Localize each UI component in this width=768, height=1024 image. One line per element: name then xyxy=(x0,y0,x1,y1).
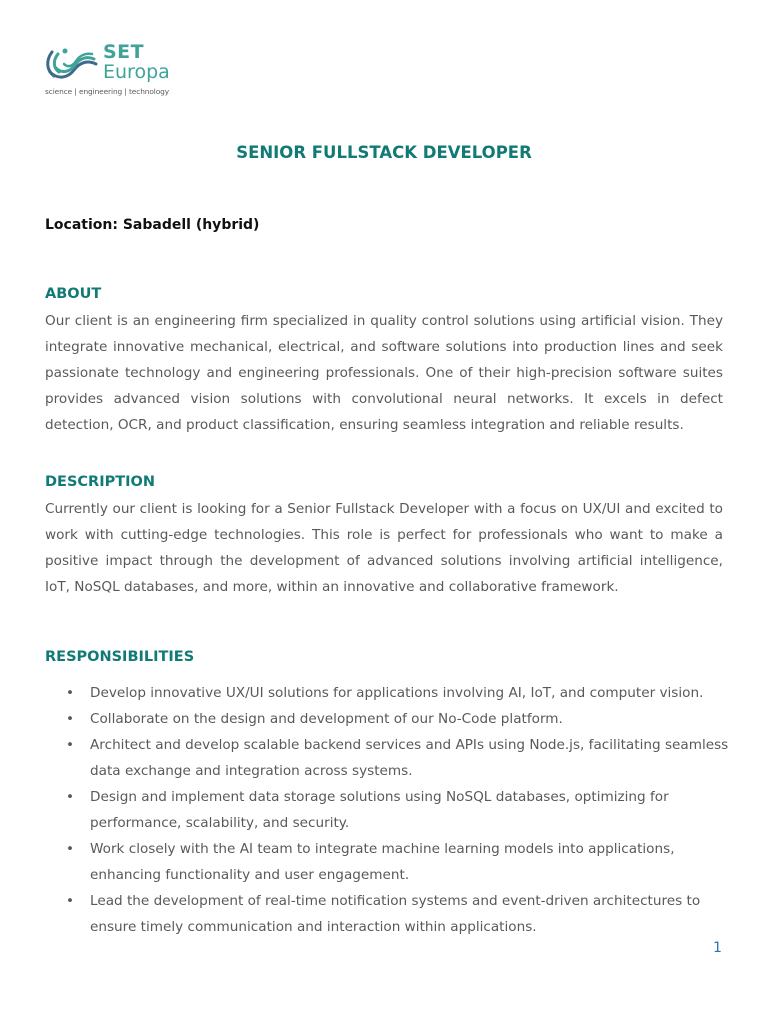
job-location: Location: Sabadell (hybrid) xyxy=(45,217,260,233)
list-item: • Collaborate on the design and development of our No-Code platform. xyxy=(45,706,735,732)
logo-tagline: science | engineering | technology xyxy=(45,87,170,96)
logo-text-set: SET xyxy=(103,41,145,63)
responsibilities-list xyxy=(45,680,735,940)
job-title: SENIOR FULLSTACK DEVELOPER xyxy=(236,143,532,162)
list-item: • Develop innovative UX/UI solutions for applications involving AI, IoT, and computer vision. xyxy=(45,680,735,706)
list-item: • Work closely with the AI team to integrate machine learning models into applications, enhancing functionality and user engagement. xyxy=(45,836,735,888)
logo-waves-icon xyxy=(44,42,102,86)
page-number: 1 xyxy=(713,940,722,956)
about-heading: ABOUT xyxy=(45,286,102,302)
responsibilities-heading: RESPONSIBILITIES xyxy=(45,649,195,665)
list-item: • Architect and develop scalable backend services and APIs using Node.js, facilitating seamless data exchange and integration across systems. xyxy=(45,732,735,784)
logo-text-europa: Europa xyxy=(103,61,170,83)
description-text: Currently our client is looking for a Senior Fullstack Developer with a focus on UX/UI and excited to work with cutting-edge technologies. This role is perfect for professionals who want to make a positive impact through the development of advanced solutions involving artificial intelligence, IoT, NoSQL databases, and more, within an innovative and collaborative framework. xyxy=(45,501,723,595)
list-item: • Lead the development of real-time notification systems and event-driven architectures to ensure timely communication and interaction within applications. xyxy=(45,888,735,940)
list-item: • Design and implement data storage solutions using NoSQL databases, optimizing for performance, scalability, and security. xyxy=(45,784,735,836)
set-europa-logo xyxy=(44,42,194,100)
description-heading: DESCRIPTION xyxy=(45,474,155,490)
about-text: Our client is an engineering firm specialized in quality control solutions using artificial vision. They integrate innovative mechanical, electrical, and software solutions into production lines and seek passionate technology and engineering professionals. One of their high-precision software suites provides advanced vision solutions with convolutional neural networks. It excels in defect detection, OCR, and product classification, ensuring seamless integration and reliable results. xyxy=(45,313,723,433)
